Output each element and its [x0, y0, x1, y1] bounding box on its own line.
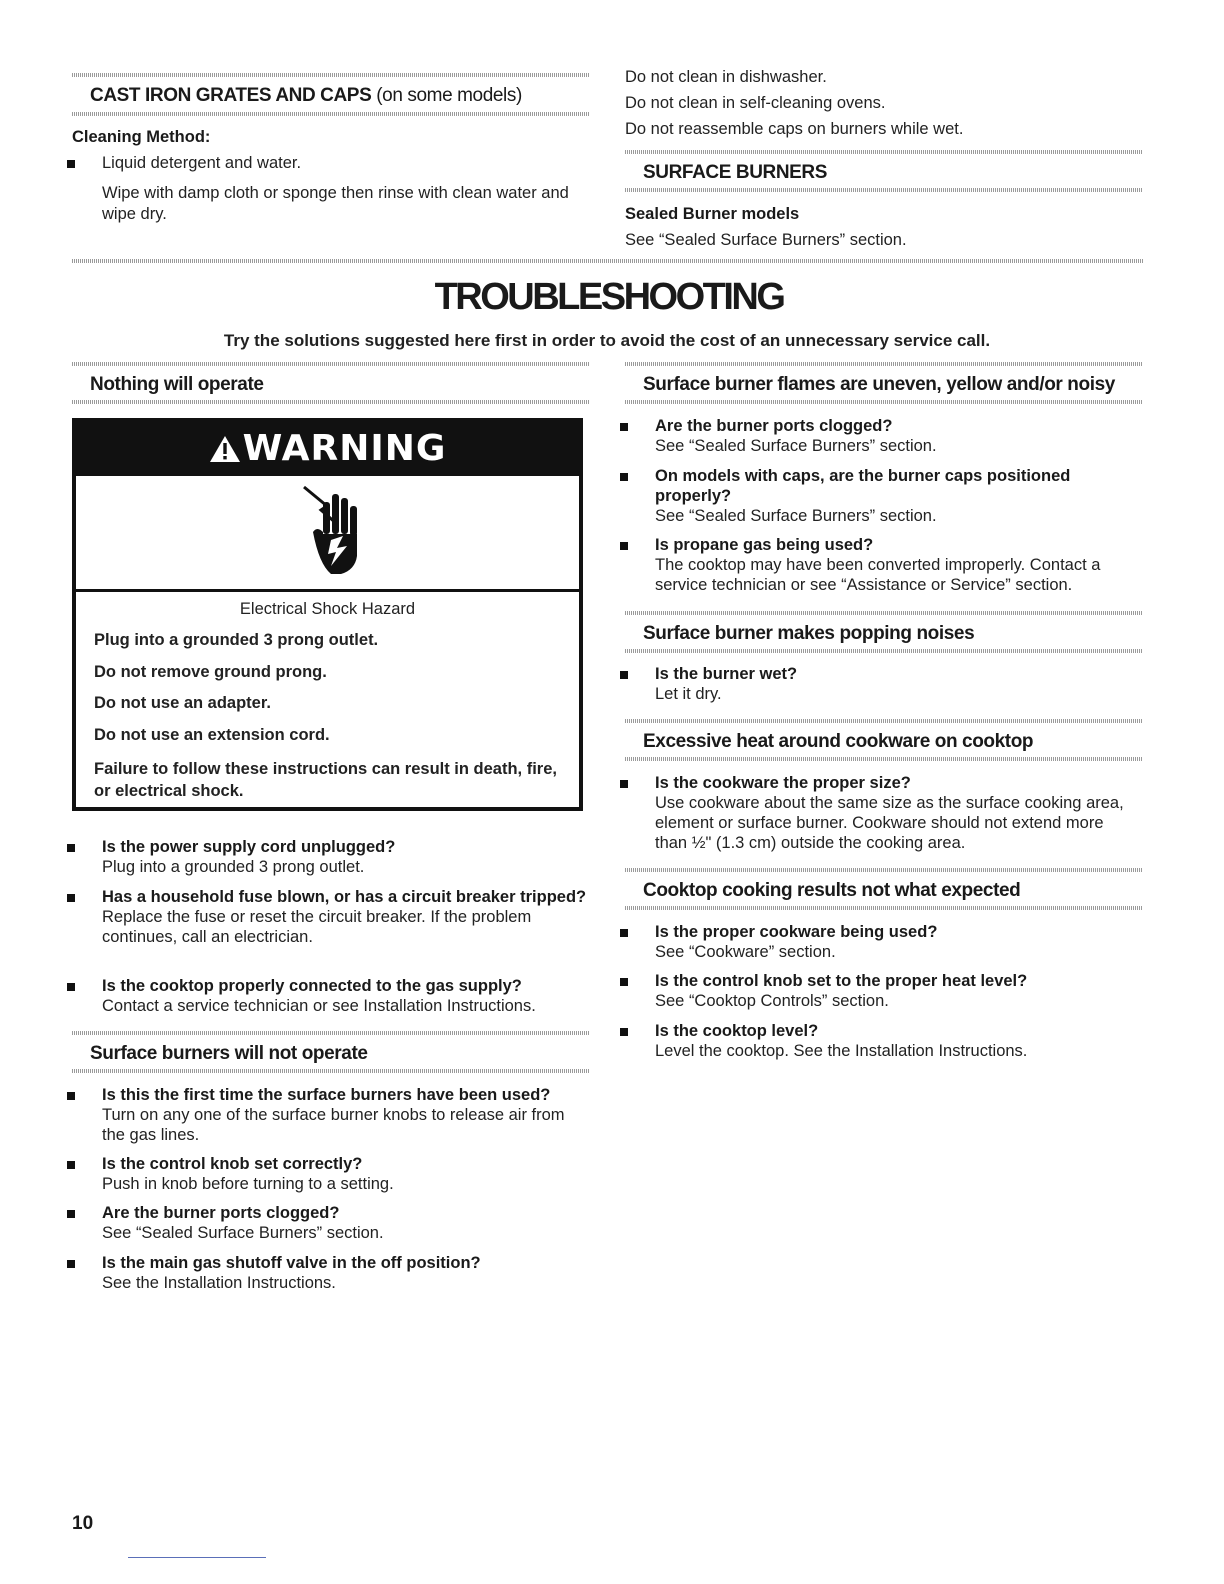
- divider: [72, 112, 589, 116]
- bullet-icon: [67, 1092, 75, 1100]
- bullet-icon: [67, 1161, 75, 1169]
- divider: [625, 719, 1143, 723]
- divider: [72, 259, 1143, 263]
- bullet-icon: [67, 1210, 75, 1218]
- note-line: Do not clean in self-cleaning ovens.: [625, 94, 886, 112]
- warning-line: Do not use an extension cord.: [94, 726, 330, 744]
- bullet-icon: [620, 929, 628, 937]
- bullet-icon: [620, 671, 628, 679]
- divider: [72, 1069, 589, 1073]
- divider: [625, 150, 1143, 154]
- list-item: Is the proper cookware being used? See “Cookware” section.: [655, 922, 1140, 962]
- divider: [625, 362, 1143, 366]
- divider: [625, 649, 1143, 653]
- divider: [625, 868, 1143, 872]
- section-title-popping: Surface burner makes popping noises: [643, 623, 975, 644]
- warning-header: WARNING: [76, 422, 579, 476]
- bullet-icon: [67, 983, 75, 991]
- section-title-surface-not-operate: Surface burners will not operate: [90, 1043, 368, 1064]
- divider: [76, 589, 579, 592]
- list-item: Is propane gas being used? The cooktop may have been converted improperly. Contact a service technician or see “Assistance or Service” section.: [655, 535, 1140, 595]
- divider: [72, 362, 589, 366]
- note-line: Do not reassemble caps on burners while wet.: [625, 120, 964, 138]
- sealed-burner-text: See “Sealed Surface Burners” section.: [625, 231, 907, 249]
- divider: [72, 73, 589, 77]
- divider: [625, 611, 1143, 615]
- list-item: Is the control knob set to the proper heat level? See “Cooktop Controls” section.: [655, 971, 1140, 1011]
- list-item: Is the cookware the proper size? Use cookware about the same size as the surface cooking area, element or surface burner. Cookware should not extend more than ½" (1.3 cm) outside the cooking area.: [655, 773, 1140, 853]
- bullet-icon: [620, 542, 628, 550]
- warning-triangle-icon: [209, 435, 241, 463]
- section-title-excessive-heat: Excessive heat around cookware on cooktop: [643, 731, 1034, 752]
- divider: [625, 188, 1143, 192]
- page-title: TROUBLESHOOTING: [434, 276, 784, 318]
- bullet-icon: [67, 160, 75, 168]
- bullet-icon: [67, 844, 75, 852]
- warning-line: Do not remove ground prong.: [94, 663, 327, 681]
- list-item: Is the cooktop properly connected to the gas supply? Contact a service technician or see Installation Instructions.: [102, 976, 587, 1016]
- hazard-title: Electrical Shock Hazard: [239, 600, 416, 618]
- section-title-surface-burners: SURFACE BURNERS: [643, 162, 828, 183]
- page-number: 10: [72, 1513, 94, 1534]
- list-item: Is the main gas shutoff valve in the off position? See the Installation Instructions.: [102, 1253, 587, 1293]
- note-line: Do not clean in dishwasher.: [625, 68, 827, 86]
- bullet-icon: [620, 423, 628, 431]
- divider: [625, 400, 1143, 404]
- intro-text: Try the solutions suggested here first in order to avoid the cost of an unnecessary service call.: [223, 331, 991, 350]
- divider: [625, 906, 1143, 910]
- shock-hazard-icon: [301, 484, 365, 578]
- bullet-icon: [620, 473, 628, 481]
- list-item: Are the burner ports clogged? See “Sealed Surface Burners” section.: [102, 1203, 587, 1243]
- list-item: On models with caps, are the burner caps positioned properly? See “Sealed Surface Burners” section.: [655, 466, 1140, 526]
- list-item: Is the power supply cord unplugged? Plug into a grounded 3 prong outlet.: [102, 837, 587, 877]
- list-item: Has a household fuse blown, or has a circuit breaker tripped? Replace the fuse or reset the circuit breaker. If the problem continues, call an electrician.: [102, 887, 587, 947]
- warning-line: Plug into a grounded 3 prong outlet.: [94, 631, 379, 649]
- section-title-cooking-results: Cooktop cooking results not what expected: [643, 880, 1021, 901]
- list-item: Are the burner ports clogged? See “Sealed Surface Burners” section.: [655, 416, 1140, 456]
- cleaning-method-label: Cleaning Method:: [72, 128, 211, 146]
- list-item: Is the control knob set correctly? Push in knob before turning to a setting.: [102, 1154, 587, 1194]
- list-item: Is the burner wet? Let it dry.: [655, 664, 1140, 704]
- warning-box: [72, 418, 583, 811]
- section-title-flames: Surface burner flames are uneven, yellow and/or noisy: [643, 374, 1115, 395]
- warning-line: Failure to follow these instructions can result in death, fire, or electrical shock.: [94, 760, 557, 800]
- divider: [625, 757, 1143, 761]
- divider: [72, 400, 589, 404]
- warning-line: Do not use an adapter.: [94, 694, 271, 712]
- list-item: Is this the first time the surface burners have been used? Turn on any one of the surface burner knobs to release air from the gas lines.: [102, 1085, 587, 1145]
- bullet-icon: [67, 1260, 75, 1268]
- grates-detail: Wipe with damp cloth or sponge then rinse with clean water and wipe dry.: [102, 184, 569, 223]
- bullet-icon: [620, 780, 628, 788]
- bullet-icon: [620, 978, 628, 986]
- bullet-icon: [620, 1028, 628, 1036]
- list-item: Liquid detergent and water.: [102, 153, 582, 173]
- sealed-burner-label: Sealed Burner models: [625, 205, 800, 223]
- section-title-nothing-operates: Nothing will operate: [90, 374, 264, 395]
- footer-line: [128, 1557, 266, 1558]
- section-title-grates: CAST IRON GRATES AND CAPS (on some models): [90, 85, 522, 106]
- divider: [72, 1031, 589, 1035]
- bullet-icon: [67, 894, 75, 902]
- list-item: Is the cooktop level? Level the cooktop. See the Installation Instructions.: [655, 1021, 1140, 1061]
